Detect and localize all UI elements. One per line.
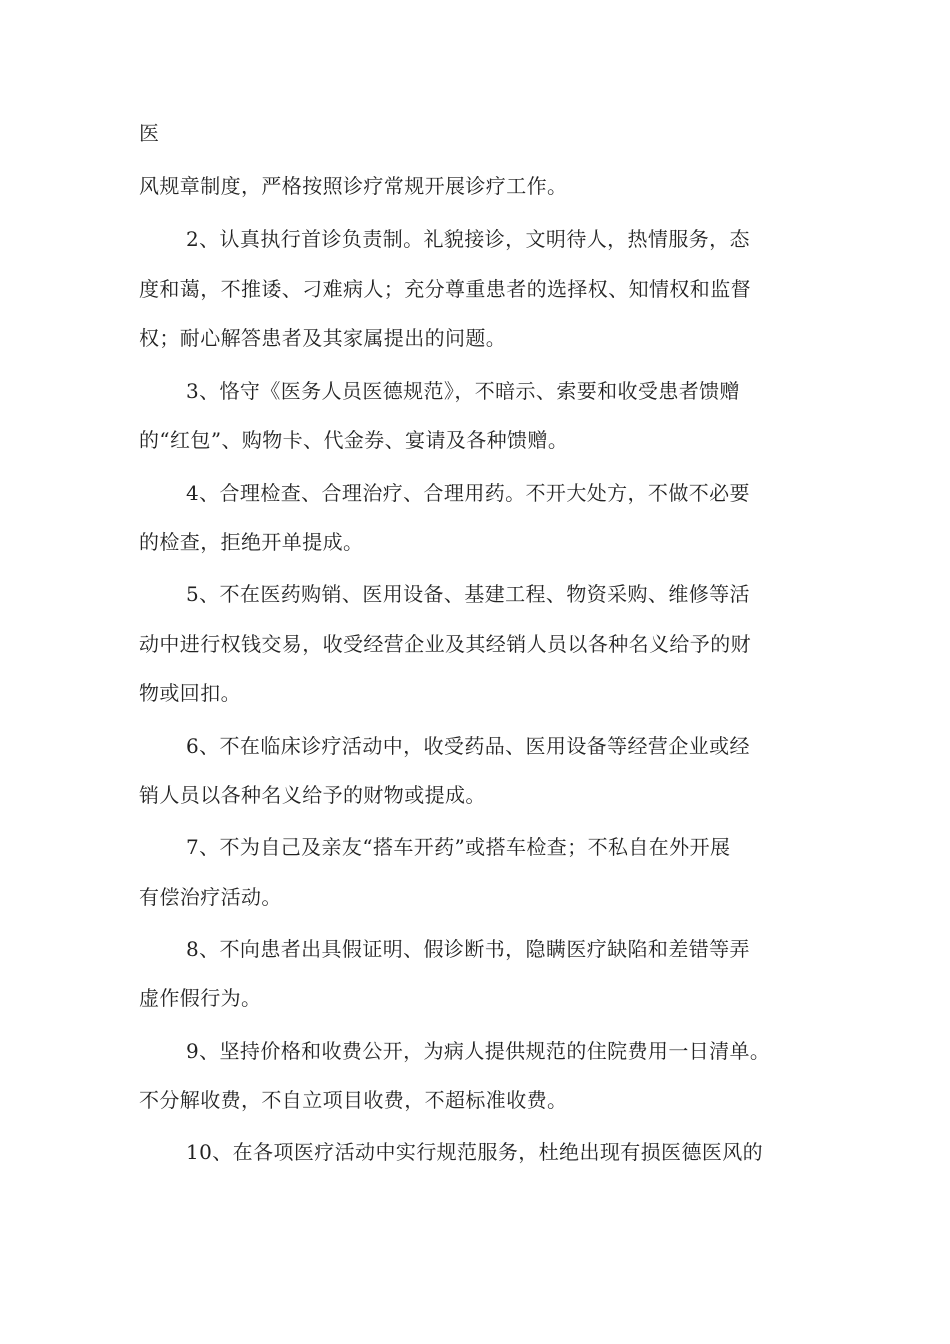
item-4-line-1: 4、合理检查、合理治疗、合理用药。不开大处方，不做不必要 bbox=[186, 481, 750, 505]
item-9-line-1: 9、坚持价格和收费公开，为病人提供规范的住院费用一日清单。 bbox=[186, 1039, 771, 1063]
item-8-line-2: 虚作假行为。 bbox=[139, 986, 262, 1010]
item-2-line-3: 权；耐心解答患者及其家属提出的问题。 bbox=[139, 326, 507, 350]
item-5-line-3: 物或回扣。 bbox=[139, 681, 241, 705]
item-5-line-1: 5、不在医药购销、医用设备、基建工程、物资采购、维修等活 bbox=[186, 582, 750, 606]
item-7-line-2: 有偿治疗活动。 bbox=[139, 885, 282, 909]
item-3-line-2: 的“红包”、购物卡、代金券、宴请及各种馈赠。 bbox=[139, 428, 569, 452]
item-8-line-1: 8、不向患者出具假证明、假诊断书，隐瞒医疗缺陷和差错等弄 bbox=[186, 937, 750, 961]
item-5-line-2: 动中进行权钱交易，收受经营企业及其经销人员以各种名义给予的财 bbox=[139, 632, 751, 656]
item-2-line-2: 度和蔼，不推诿、刁难病人；充分尊重患者的选择权、知情权和监督 bbox=[139, 277, 751, 301]
item-3-line-1: 3、恪守《医务人员医德规范》，不暗示、索要和收受患者馈赠 bbox=[186, 379, 740, 403]
item-2-line-1: 2、认真执行首诊负责制。礼貌接诊，文明待人，热情服务，态 bbox=[186, 227, 750, 251]
item-6-line-1: 6、不在临床诊疗活动中，收受药品、医用设备等经营企业或经 bbox=[186, 734, 750, 758]
item-6-line-2: 销人员以各种名义给予的财物或提成。 bbox=[139, 783, 486, 807]
item-4-line-2: 的检查，拒绝开单提成。 bbox=[139, 530, 364, 554]
item-7-line-1: 7、不为自己及亲友“搭车开药”或搭车检查；不私自在外开展 bbox=[186, 835, 731, 859]
item-10-line-1: 10、在各项医疗活动中实行规范服务，杜绝出现有损医德医风的 bbox=[186, 1140, 764, 1164]
text-line: 风规章制度，严格按照诊疗常规开展诊疗工作。 bbox=[139, 174, 568, 198]
text-line: 医 bbox=[139, 121, 160, 145]
item-9-line-2: 不分解收费，不自立项目收费，不超标准收费。 bbox=[139, 1088, 568, 1112]
